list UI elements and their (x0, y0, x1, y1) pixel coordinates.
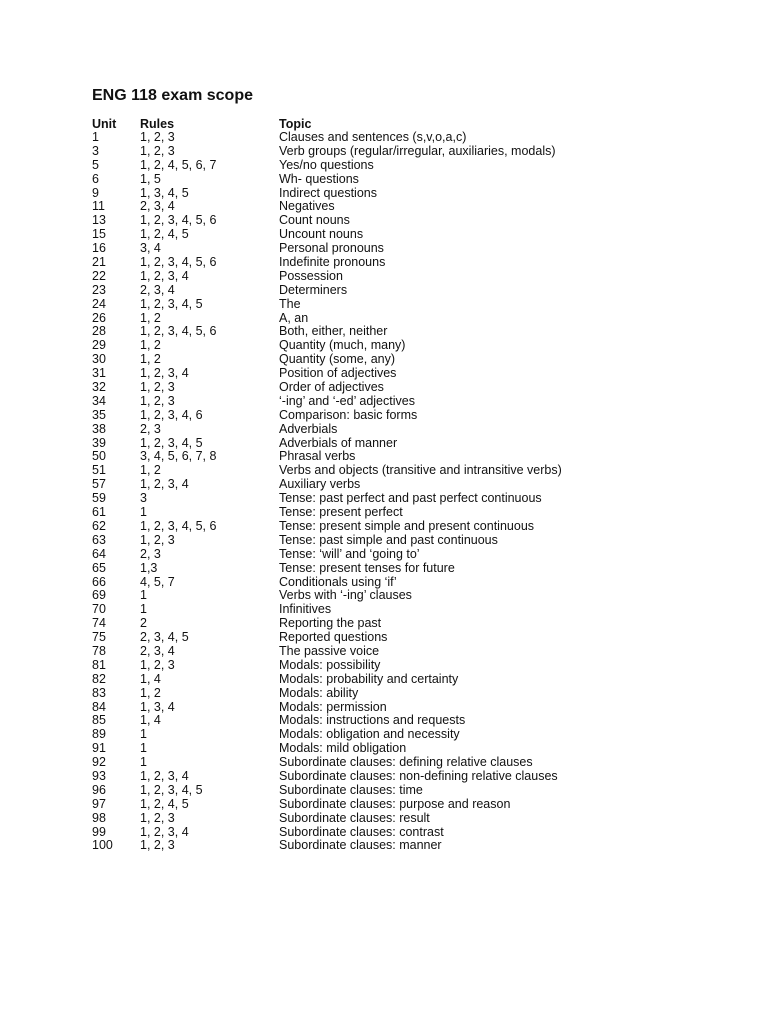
table-row (92, 312, 712, 326)
rules-cell: 2, 3, 4 (140, 199, 175, 214)
topic-cell: Modals: permission (279, 699, 387, 714)
table-row (92, 214, 712, 228)
rules-cell: 1 (140, 727, 147, 742)
rules-cell: 1, 2 (140, 338, 161, 353)
topic-cell: Subordinate clauses: non-defining relative clauses (279, 768, 558, 783)
table-row (92, 798, 712, 812)
unit-cell: 30 (92, 352, 106, 367)
topic-cell: Subordinate clauses: time (279, 782, 423, 797)
topic-cell: Tense: past perfect and past perfect continuous (279, 491, 542, 506)
topic-cell: Tense: ‘will’ and ‘going to’ (279, 546, 420, 561)
topic-cell: Tense: present perfect (279, 505, 403, 520)
rules-cell: 1, 4 (140, 671, 161, 686)
topic-cell: Adverbials (279, 421, 338, 436)
unit-cell: 23 (92, 282, 106, 297)
unit-cell: 74 (92, 616, 106, 631)
table-row (92, 478, 712, 492)
rules-cell: 1, 2, 3 (140, 838, 175, 853)
topic-cell: Subordinate clauses: result (279, 810, 430, 825)
unit-cell: 63 (92, 532, 106, 547)
table-row (92, 284, 712, 298)
rules-cell: 1, 2, 3, 4 (140, 477, 189, 492)
table-row (92, 687, 712, 701)
unit-cell: 100 (92, 838, 113, 853)
page-title: ENG 118 exam scope (92, 87, 253, 104)
table-row (92, 200, 712, 214)
table-row (92, 784, 712, 798)
unit-cell: 92 (92, 755, 106, 770)
topic-cell: ‘-ing’ and ‘-ed’ adjectives (279, 393, 415, 408)
topic-cell: Indefinite pronouns (279, 255, 386, 270)
unit-cell: 22 (92, 268, 106, 283)
unit-cell: 65 (92, 560, 106, 575)
table-row (92, 256, 712, 270)
rules-cell: 1, 2 (140, 352, 161, 367)
topic-cell: Count nouns (279, 213, 350, 228)
rules-cell: 1, 2, 4, 5 (140, 796, 189, 811)
topic-cell: Subordinate clauses: manner (279, 838, 442, 853)
table-row (92, 270, 712, 284)
exam-scope-table (92, 117, 712, 853)
rules-cell: 1, 3, 4, 5 (140, 185, 189, 200)
rules-cell: 1, 2, 3, 4 (140, 366, 189, 381)
header-rules: Rules (140, 117, 175, 131)
unit-cell: 96 (92, 782, 106, 797)
table-body (92, 131, 712, 853)
unit-cell: 50 (92, 449, 106, 464)
header-unit: Unit (92, 117, 117, 131)
topic-cell: Uncount nouns (279, 227, 364, 242)
rules-cell: 1, 2, 3 (140, 532, 175, 547)
rules-cell: 2 (140, 616, 147, 631)
table-row (92, 770, 712, 784)
unit-cell: 13 (92, 213, 106, 228)
table-row (92, 645, 712, 659)
topic-cell: Both, either, neither (279, 324, 388, 339)
rules-cell: 1, 2 (140, 310, 161, 325)
rules-cell: 1, 2, 3 (140, 657, 175, 672)
unit-cell: 28 (92, 324, 106, 339)
topic-cell: Subordinate clauses: purpose and reason (279, 796, 511, 811)
rules-cell: 2, 3, 4, 5 (140, 630, 189, 645)
unit-cell: 70 (92, 602, 106, 617)
unit-cell: 31 (92, 366, 106, 381)
rules-cell: 1, 2, 3, 4 (140, 768, 189, 783)
unit-cell: 93 (92, 768, 106, 783)
rules-cell: 1, 2, 3, 4, 5 (140, 782, 203, 797)
rules-cell: 1, 2, 3 (140, 143, 175, 158)
unit-cell: 62 (92, 518, 106, 533)
table-row (92, 603, 712, 617)
table-row (92, 631, 712, 645)
topic-cell: Order of adjectives (279, 380, 384, 395)
unit-cell: 29 (92, 338, 106, 353)
unit-cell: 59 (92, 491, 106, 506)
table-row (92, 839, 712, 853)
topic-cell: Modals: obligation and necessity (279, 727, 460, 742)
unit-cell: 83 (92, 685, 106, 700)
table-header-row (92, 117, 712, 131)
topic-cell: Phrasal verbs (279, 449, 356, 464)
unit-cell: 69 (92, 588, 106, 603)
table-row (92, 534, 712, 548)
table-row (92, 395, 712, 409)
table-row (92, 187, 712, 201)
unit-cell: 32 (92, 380, 106, 395)
topic-cell: Reporting the past (279, 616, 382, 631)
unit-cell: 3 (92, 143, 99, 158)
table-row (92, 325, 712, 339)
topic-cell: Tense: past simple and past continuous (279, 532, 498, 547)
unit-cell: 51 (92, 463, 106, 478)
rules-cell: 1, 2, 4, 5, 6, 7 (140, 157, 217, 172)
table-row (92, 298, 712, 312)
table-row (92, 701, 712, 715)
unit-cell: 35 (92, 407, 106, 422)
rules-cell: 1, 2, 3, 4, 5, 6 (140, 255, 217, 270)
table-row (92, 353, 712, 367)
table-row (92, 520, 712, 534)
table-row (92, 728, 712, 742)
rules-cell: 1, 2, 3, 4, 5, 6 (140, 324, 217, 339)
topic-cell: Modals: ability (279, 685, 359, 700)
unit-cell: 78 (92, 643, 106, 658)
document-page (92, 84, 712, 853)
rules-cell: 2, 3, 4 (140, 643, 175, 658)
unit-cell: 99 (92, 824, 106, 839)
rules-cell: 1 (140, 602, 147, 617)
rules-cell: 2, 3 (140, 546, 161, 561)
rules-cell: 3, 4 (140, 241, 161, 256)
topic-cell: The (279, 296, 301, 311)
topic-cell: Subordinate clauses: defining relative clauses (279, 755, 533, 770)
topic-cell: Indirect questions (279, 185, 377, 200)
table-row (92, 464, 712, 478)
topic-cell: Auxiliary verbs (279, 477, 361, 492)
unit-cell: 85 (92, 713, 106, 728)
unit-cell: 34 (92, 393, 106, 408)
unit-cell: 24 (92, 296, 106, 311)
table-row (92, 562, 712, 576)
rules-cell: 1, 2, 3 (140, 810, 175, 825)
rules-cell: 1, 2, 3 (140, 130, 175, 144)
topic-cell: Adverbials of manner (279, 435, 398, 450)
unit-cell: 5 (92, 157, 99, 172)
rules-cell: 1, 2, 3, 4, 5, 6 (140, 213, 217, 228)
rules-cell: 1, 2, 3, 4, 5 (140, 296, 203, 311)
table-row (92, 506, 712, 520)
topic-cell: Infinitives (279, 602, 332, 617)
topic-cell: The passive voice (279, 643, 380, 658)
topic-cell: Tense: present tenses for future (279, 560, 455, 575)
unit-cell: 66 (92, 574, 106, 589)
table-row (92, 742, 712, 756)
rules-cell: 1, 2, 3, 4, 6 (140, 407, 203, 422)
rules-cell: 2, 3 (140, 421, 161, 436)
unit-cell: 15 (92, 227, 106, 242)
rules-cell: 1, 2, 3, 4, 5, 6 (140, 518, 217, 533)
topic-cell: Position of adjectives (279, 366, 397, 381)
rules-cell: 1 (140, 505, 147, 520)
rules-cell: 1 (140, 588, 147, 603)
unit-cell: 1 (92, 130, 99, 144)
topic-cell: Personal pronouns (279, 241, 384, 256)
table-row (92, 381, 712, 395)
unit-cell: 61 (92, 505, 106, 520)
table-row (92, 617, 712, 631)
rules-cell: 1,3 (140, 560, 158, 575)
rules-cell: 1, 2, 3 (140, 393, 175, 408)
topic-cell: Modals: possibility (279, 657, 381, 672)
header-topic: Topic (279, 117, 312, 131)
table-row (92, 714, 712, 728)
topic-cell: Negatives (279, 199, 335, 214)
unit-cell: 89 (92, 727, 106, 742)
table-row (92, 145, 712, 159)
unit-cell: 9 (92, 185, 99, 200)
table-row (92, 492, 712, 506)
topic-cell: Tense: present simple and present continuous (279, 518, 535, 533)
table-row (92, 576, 712, 590)
table-row (92, 589, 712, 603)
unit-cell: 16 (92, 241, 106, 256)
rules-cell: 1, 2, 3, 4, 5 (140, 435, 203, 450)
table-row (92, 659, 712, 673)
topic-cell: Possession (279, 268, 343, 283)
unit-cell: 39 (92, 435, 106, 450)
table-row (92, 173, 712, 187)
table-row (92, 423, 712, 437)
topic-cell: A, an (279, 310, 309, 325)
unit-cell: 84 (92, 699, 106, 714)
rules-cell: 1 (140, 741, 147, 756)
rules-cell: 1, 2, 3, 4 (140, 268, 189, 283)
rules-cell: 3, 4, 5, 6, 7, 8 (140, 449, 217, 464)
rules-cell: 1, 4 (140, 713, 161, 728)
topic-cell: Verbs with ‘-ing’ clauses (279, 588, 412, 603)
unit-cell: 26 (92, 310, 106, 325)
rules-cell: 1, 2, 3 (140, 380, 175, 395)
table-row (92, 812, 712, 826)
table-row (92, 159, 712, 173)
rules-cell: 1 (140, 755, 147, 770)
rules-cell: 1, 5 (140, 171, 161, 186)
unit-cell: 38 (92, 421, 106, 436)
table-row (92, 367, 712, 381)
topic-cell: Verb groups (regular/irregular, auxiliaries, modals) (279, 143, 556, 158)
topic-cell: Comparison: basic forms (279, 407, 418, 422)
unit-cell: 97 (92, 796, 106, 811)
rules-cell: 3 (140, 491, 147, 506)
rules-cell: 1, 2 (140, 685, 161, 700)
topic-cell: Verbs and objects (transitive and intransitive verbs) (279, 463, 562, 478)
table-row (92, 228, 712, 242)
topic-cell: Reported questions (279, 630, 388, 645)
topic-cell: Yes/no questions (279, 157, 374, 172)
unit-cell: 21 (92, 255, 106, 270)
table-row (92, 339, 712, 353)
topic-cell: Subordinate clauses: contrast (279, 824, 444, 839)
rules-cell: 1, 3, 4 (140, 699, 175, 714)
table-row (92, 242, 712, 256)
unit-cell: 91 (92, 741, 106, 756)
table-row (92, 450, 712, 464)
topic-cell: Determiners (279, 282, 348, 297)
topic-cell: Modals: instructions and requests (279, 713, 466, 728)
table-row (92, 673, 712, 687)
topic-cell: Quantity (much, many) (279, 338, 406, 353)
unit-cell: 64 (92, 546, 106, 561)
rules-cell: 1, 2, 4, 5 (140, 227, 189, 242)
topic-cell: Modals: probability and certainty (279, 671, 459, 686)
unit-cell: 98 (92, 810, 106, 825)
rules-cell: 2, 3, 4 (140, 282, 175, 297)
topic-cell: Clauses and sentences (s,v,o,a,c) (279, 130, 467, 144)
unit-cell: 81 (92, 657, 106, 672)
topic-cell: Conditionals using ‘if’ (279, 574, 397, 589)
unit-cell: 75 (92, 630, 106, 645)
rules-cell: 4, 5, 7 (140, 574, 175, 589)
table-row (92, 756, 712, 770)
table-row (92, 826, 712, 840)
topic-cell: Quantity (some, any) (279, 352, 396, 367)
unit-cell: 11 (92, 199, 105, 214)
table-row (92, 131, 712, 145)
table-row (92, 548, 712, 562)
table-row (92, 437, 712, 451)
topic-cell: Wh- questions (279, 171, 359, 186)
table-row (92, 409, 712, 423)
unit-cell: 82 (92, 671, 106, 686)
rules-cell: 1, 2, 3, 4 (140, 824, 189, 839)
unit-cell: 6 (92, 171, 99, 186)
unit-cell: 57 (92, 477, 106, 492)
rules-cell: 1, 2 (140, 463, 161, 478)
topic-cell: Modals: mild obligation (279, 741, 407, 756)
